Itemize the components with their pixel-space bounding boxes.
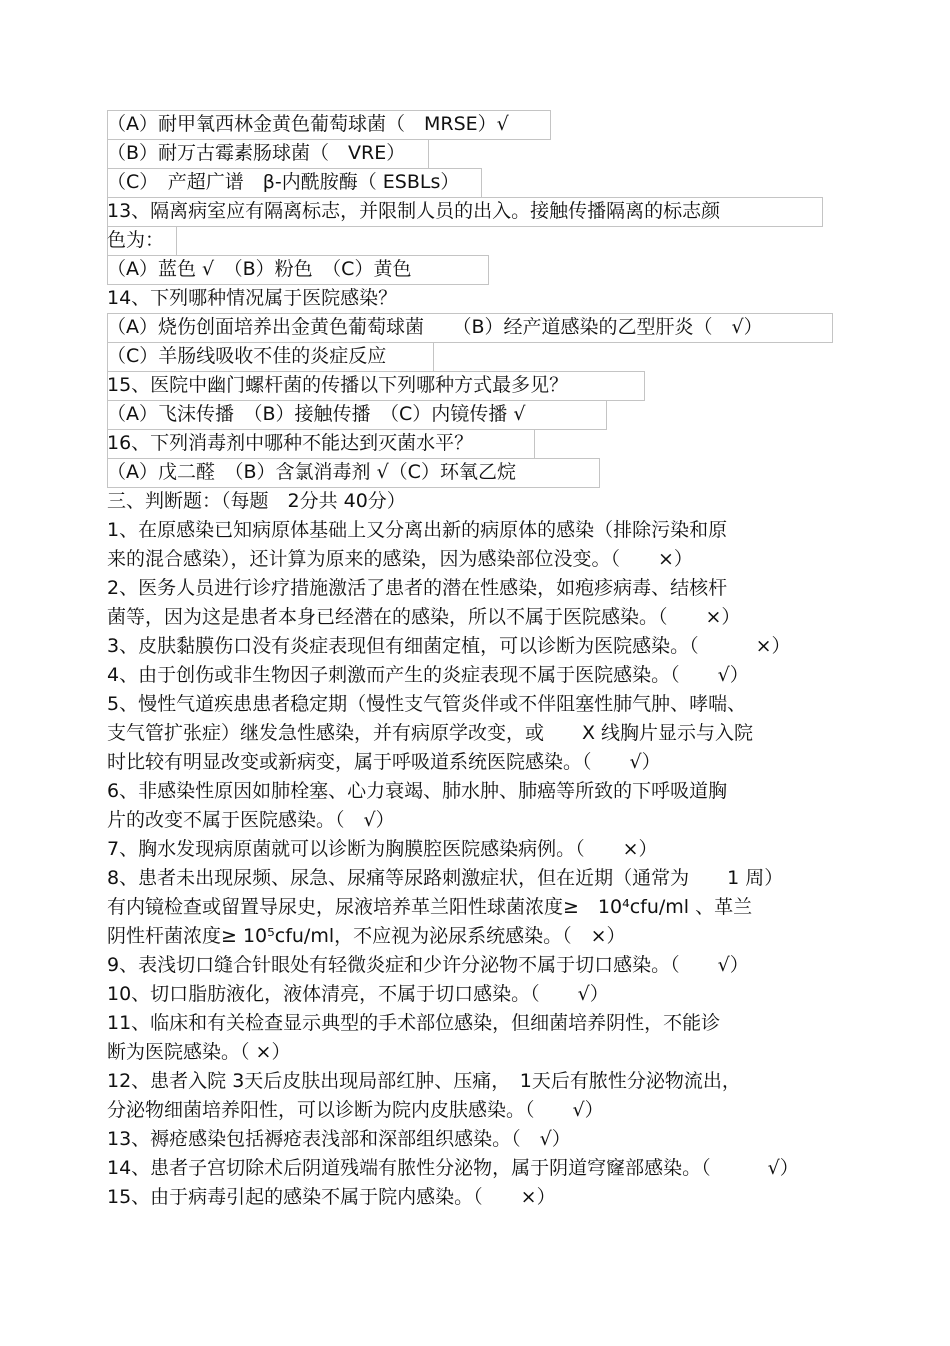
question-14-options: （A）烧伤创面培养出金黄色葡萄球菌 （B）经产道感染的乙型肝炎（ √）: [107, 316, 763, 338]
tf-item-12-cont: 分泌物细菌培养阳性，可以诊断为院内皮肤感染。（ √）: [107, 1099, 604, 1121]
tf-item-12: 12、患者入院 3天后皮肤出现局部红肿、压痛， 1天后有脓性分泌物流出，: [107, 1070, 741, 1092]
question-13-options: （A）蓝色 √ （B）粉色 （C）黄色: [107, 258, 412, 280]
tf-item-8: 8、患者未出现尿频、尿急、尿痛等尿路刺激症状，但在近期（通常为 1 周）: [107, 867, 784, 889]
tf-item-10: 10、切口脂肪液化，液体清亮，不属于切口感染。（ √）: [107, 983, 609, 1005]
tf-item-7: 7、胸水发现病原菌就可以诊断为胸膜腔医院感染病例。（ ×）: [107, 838, 658, 860]
tf-item-13: 13、褥疮感染包括褥疮表浅部和深部组织感染。（ √）: [107, 1128, 571, 1150]
tf-item-4: 4、由于创伤或非生物因子刺激而产生的炎症表现不属于医院感染。（ √）: [107, 664, 749, 686]
tf-item-15: 15、由于病毒引起的感染不属于院内感染。（ ×）: [107, 1186, 556, 1208]
tf-item-14: 14、患者子宫切除术后阴道残端有脓性分泌物，属于阴道穹窿部感染。（ √）: [107, 1157, 799, 1179]
tf-item-5: 5、慢性气道疾患患者稳定期（慢性支气管炎伴或不伴阻塞性肺气肿、哮喘、: [107, 693, 747, 715]
tf-item-1: 1、在原感染已知病原体基础上又分离出新的病原体的感染（排除污染和原: [107, 519, 728, 541]
question-15-options: （A）飞沫传播 （B）接触传播 （C）内镜传播 √: [107, 403, 526, 425]
question-14-option-c: （C）羊肠线吸收不佳的炎症反应: [107, 345, 387, 367]
mc-option-line: （A）耐甲氧西林金黄色葡萄球菌（ MRSE）√: [107, 113, 509, 135]
mc-option-line: （C） 产超广谱 β-内酰胺酶（ ESBLs）: [107, 171, 460, 193]
question-13-cont: 色为：: [107, 229, 165, 251]
tf-item-8-cont: 有内镜检查或留置导尿史，尿液培养革兰阳性球菌浓度≥ 10⁴cfu/ml 、革兰: [107, 896, 753, 918]
tf-item-1-cont: 来的混合感染），还计算为原来的感染，因为感染部位没变。（ ×）: [107, 548, 693, 570]
tf-item-8-cont: 阴性杆菌浓度≥ 10⁵cfu/ml，不应视为泌尿系统感染。（ ×）: [107, 925, 626, 947]
tf-item-5-cont: 时比较有明显改变或新病变，属于呼吸道系统医院感染。（ √）: [107, 751, 661, 773]
tf-item-9: 9、表浅切口缝合针眼处有轻微炎症和少许分泌物不属于切口感染。（ √）: [107, 954, 749, 976]
question-15: 15、医院中幽门螺杆菌的传播以下列哪种方式最多见？: [107, 374, 569, 396]
question-16: 16、下列消毒剂中哪种不能达到灭菌水平？: [107, 432, 474, 454]
question-13: 13、隔离病室应有隔离标志，并限制人员的出入。接触传播隔离的标志颜: [107, 200, 721, 222]
tf-item-3: 3、皮肤黏膜伤口没有炎症表现但有细菌定植，可以诊断为医院感染。（ ×）: [107, 635, 791, 657]
section-heading: 三、判断题：（每题 2分共 40分）: [107, 490, 406, 512]
tf-item-2-cont: 菌等，因为这是患者本身已经潜在的感染，所以不属于医院感染。（ ×）: [107, 606, 741, 628]
tf-item-11: 11、临床和有关检查显示典型的手术部位感染，但细菌培养阴性，不能诊: [107, 1012, 721, 1034]
tf-item-6: 6、非感染性原因如肺栓塞、心力衰竭、肺水肿、肺癌等所致的下呼吸道胸: [107, 780, 728, 802]
tf-item-5-cont: 支气管扩张症）继发急性感染，并有病原学改变，或 X 线胸片显示与入院: [107, 722, 754, 744]
mc-option-line: （B）耐万古霉素肠球菌（ VRE）: [107, 142, 406, 164]
question-16-options: （A）戊二醛 （B）含氯消毒剂 √（C）环氧乙烷: [107, 461, 516, 483]
tf-item-2: 2、医务人员进行诊疗措施激活了患者的潜在性感染，如疱疹病毒、结核杆: [107, 577, 728, 599]
question-14: 14、下列哪种情况属于医院感染？: [107, 287, 398, 309]
tf-item-11-cont: 断为医院感染。（ ×）: [107, 1041, 291, 1063]
tf-item-6-cont: 片的改变不属于医院感染。（ √）: [107, 809, 395, 831]
